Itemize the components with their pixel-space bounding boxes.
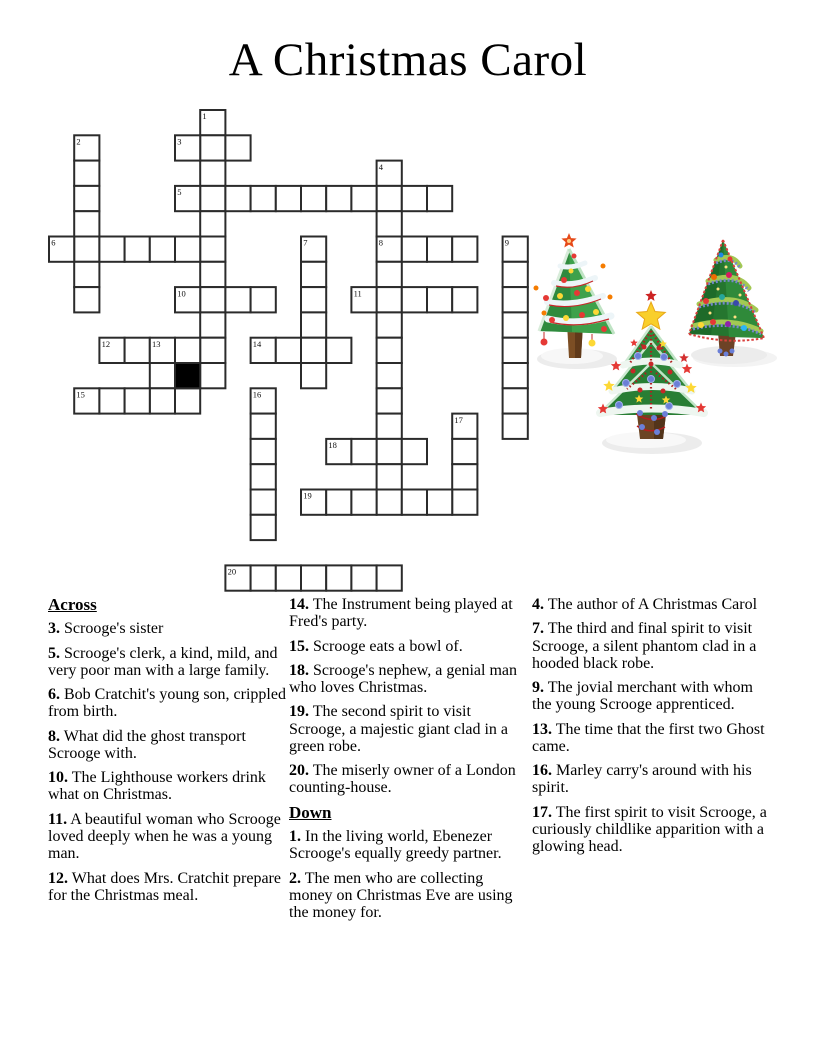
clue-number: 1. bbox=[289, 828, 301, 846]
grid-cell-r16c8[interactable] bbox=[251, 515, 276, 540]
grid-cell-r4c1[interactable] bbox=[74, 211, 99, 236]
clue-18-across: 18. Scrooge's nephew, a genial man who loves Christmas. bbox=[289, 661, 517, 697]
grid-cell-r9c18[interactable] bbox=[503, 338, 528, 363]
grid-cell-r15c11[interactable] bbox=[326, 490, 351, 515]
page-title: A Christmas Carol bbox=[228, 34, 588, 86]
clue-number: 20. bbox=[289, 762, 309, 780]
grid-cell-r6c13[interactable] bbox=[377, 262, 402, 287]
clue-number: 8. bbox=[48, 727, 60, 745]
grid-cell-r15c15[interactable] bbox=[427, 490, 452, 515]
grid-cell-r5c2[interactable] bbox=[99, 237, 124, 262]
clue-9-down: 9. The jovial merchant with whom the young Scrooge apprenticed. bbox=[532, 679, 753, 714]
cell-number-7: 7 bbox=[303, 237, 308, 248]
grid-cell-r9c5[interactable] bbox=[175, 338, 200, 363]
grid-cell-r7c16[interactable] bbox=[452, 287, 477, 312]
clue-10-across: 10. The Lighthouse workers drink what on Christmas. bbox=[48, 769, 266, 804]
grid-cell-r8c18[interactable] bbox=[503, 312, 528, 337]
clue-16-down: 16. Marley carry's around with his spirit. bbox=[532, 762, 752, 797]
grid-cell-r5c5[interactable] bbox=[175, 237, 200, 262]
clue-number: 9. bbox=[532, 679, 544, 697]
grid-cell-r12c13[interactable] bbox=[377, 414, 402, 439]
grid-cell-r11c4[interactable] bbox=[150, 388, 175, 413]
down-header: Down bbox=[289, 802, 332, 822]
clue-1-down: 1. In the living world, Ebenezer Scrooge's equally greedy partner. bbox=[289, 828, 502, 863]
cell-number-13: 13 bbox=[152, 338, 161, 349]
clue-13-down: 13. The time that the first two Ghost came. bbox=[532, 720, 765, 755]
grid-cell-r7c7[interactable] bbox=[225, 287, 250, 312]
clue-7-down: 7. The third and final spirit to visit Scrooge, a silent phantom clad in a hooded black robe. bbox=[532, 620, 757, 672]
cell-number-17: 17 bbox=[454, 414, 463, 425]
tree-center-small-star-icon bbox=[645, 290, 656, 301]
grid-cell-r10c10[interactable] bbox=[301, 363, 326, 388]
grid-cell-r3c10[interactable] bbox=[301, 186, 326, 211]
grid-cell-r9c3[interactable] bbox=[125, 338, 150, 363]
clue-number: 15. bbox=[289, 637, 309, 655]
grid-cell-r2c1[interactable] bbox=[74, 161, 99, 186]
grid-cell-r11c5[interactable] bbox=[175, 388, 200, 413]
grid-cell-r4c13[interactable] bbox=[377, 211, 402, 236]
grid-cell-r18c8[interactable] bbox=[251, 565, 276, 590]
grid-cell-r10c18[interactable] bbox=[503, 363, 528, 388]
grid-cell-r5c4[interactable] bbox=[150, 237, 175, 262]
cell-number-11: 11 bbox=[353, 288, 362, 299]
black-cell bbox=[175, 363, 200, 388]
grid-cell-r8c6[interactable] bbox=[200, 312, 225, 337]
clue-11-across: 11. A beautiful woman who Scrooge loved deeply when he was a young man. bbox=[48, 810, 281, 863]
christmas-trees-illustration bbox=[530, 225, 780, 465]
grid-cell-r15c12[interactable] bbox=[351, 490, 376, 515]
grid-cell-r5c14[interactable] bbox=[402, 237, 427, 262]
grid-cell-r18c12[interactable] bbox=[351, 565, 376, 590]
grid-cell-r3c12[interactable] bbox=[351, 186, 376, 211]
clue-20-across: 20. The miserly owner of a London counting-house. bbox=[289, 762, 516, 797]
grid-cell-r15c13[interactable] bbox=[377, 490, 402, 515]
grid-cell-r6c1[interactable] bbox=[74, 262, 99, 287]
cell-number-16: 16 bbox=[252, 389, 262, 400]
cell-number-15: 15 bbox=[76, 389, 85, 400]
grid-cell-r7c1[interactable] bbox=[74, 287, 99, 312]
christmas-tree-left bbox=[534, 233, 618, 369]
clue-number: 11. bbox=[48, 810, 68, 828]
cell-number-20: 20 bbox=[227, 566, 237, 577]
grid-cell-r7c15[interactable] bbox=[427, 287, 452, 312]
clue-15-across: 15. Scrooge eats a bowl of. bbox=[289, 637, 463, 655]
grid-cell-r6c10[interactable] bbox=[301, 262, 326, 287]
grid-cell-r2c6[interactable] bbox=[200, 161, 225, 186]
clue-number: 4. bbox=[532, 596, 544, 613]
grid-cell-r3c11[interactable] bbox=[326, 186, 351, 211]
grid-cell-r7c10[interactable] bbox=[301, 287, 326, 312]
cell-number-18: 18 bbox=[328, 440, 337, 451]
clue-number: 18. bbox=[289, 661, 309, 679]
grid-cell-r6c18[interactable] bbox=[503, 262, 528, 287]
grid-cell-r13c8[interactable] bbox=[251, 439, 276, 464]
grid-cell-r3c15[interactable] bbox=[427, 186, 452, 211]
grid-cell-r3c1[interactable] bbox=[74, 186, 99, 211]
grid-cell-r11c2[interactable] bbox=[99, 388, 124, 413]
grid-cell-r3c14[interactable] bbox=[402, 186, 427, 211]
grid-cell-r3c9[interactable] bbox=[276, 186, 301, 211]
clue-number: 14. bbox=[289, 596, 309, 613]
grid-cell-r10c6[interactable] bbox=[200, 363, 225, 388]
clue-number: 10. bbox=[48, 769, 68, 787]
clue-4-down: 4. The author of A Christmas Carol bbox=[532, 596, 758, 613]
clue-2-down: 2. The men who are collecting money on Christmas Eve are using the money for. bbox=[289, 869, 513, 922]
grid-cell-r4c6[interactable] bbox=[200, 211, 225, 236]
clue-number: 16. bbox=[532, 762, 552, 780]
grid-cell-r3c13[interactable] bbox=[377, 186, 402, 211]
grid-cell-r18c11[interactable] bbox=[326, 565, 351, 590]
grid-cell-r5c6[interactable] bbox=[200, 237, 225, 262]
grid-cell-r13c13[interactable] bbox=[377, 439, 402, 464]
grid-cell-r1c7[interactable] bbox=[225, 135, 250, 160]
grid-cell-r12c8[interactable] bbox=[251, 414, 276, 439]
grid-cell-r11c18[interactable] bbox=[503, 388, 528, 413]
clue-12-across: 12. What does Mrs. Cratchit prepare for the Christmas meal. bbox=[48, 869, 281, 904]
grid-cell-r12c18[interactable] bbox=[503, 414, 528, 439]
grid-cell-r11c13[interactable] bbox=[377, 388, 402, 413]
cell-number-12: 12 bbox=[101, 338, 111, 349]
cell-number-10: 10 bbox=[177, 288, 186, 299]
cell-number-2: 2 bbox=[76, 136, 81, 147]
snow-star-icon bbox=[679, 353, 689, 362]
grid-cell-r11c3[interactable] bbox=[125, 388, 150, 413]
grid-cell-r5c16[interactable] bbox=[452, 237, 477, 262]
clue-6-across: 6. Bob Cratchit's young son, crippled from birth. bbox=[48, 686, 286, 721]
clue-number: 13. bbox=[532, 720, 552, 738]
grid-cell-r13c12[interactable] bbox=[351, 439, 376, 464]
grid-cell-r5c1[interactable] bbox=[74, 237, 99, 262]
clue-17-down: 17. The first spirit to visit Scrooge, a curiously childlike apparition with a glowing head. bbox=[532, 803, 767, 856]
tree-center-big-star-icon bbox=[637, 302, 666, 329]
clue-number: 17. bbox=[532, 803, 552, 821]
grid-cell-r5c3[interactable] bbox=[125, 237, 150, 262]
grid-cell-r7c6[interactable] bbox=[200, 287, 225, 312]
grid-cell-r7c14[interactable] bbox=[402, 287, 427, 312]
grid-cell-r13c16[interactable] bbox=[452, 439, 477, 464]
grid-cell-r15c14[interactable] bbox=[402, 490, 427, 515]
grid-cell-r3c6[interactable] bbox=[200, 186, 225, 211]
grid-cell-r10c4[interactable] bbox=[150, 363, 175, 388]
grid-cell-r13c14[interactable] bbox=[402, 439, 427, 464]
grid-cell-r8c13[interactable] bbox=[377, 312, 402, 337]
grid-cell-r3c7[interactable] bbox=[225, 186, 250, 211]
grid-cell-r14c13[interactable] bbox=[377, 464, 402, 489]
clue-8-across: 8. What did the ghost transport Scrooge with. bbox=[48, 727, 246, 762]
cell-number-6: 6 bbox=[51, 237, 56, 248]
cell-number-5: 5 bbox=[177, 187, 182, 198]
clue-column-0 bbox=[48, 596, 286, 911]
christmas-tree-right bbox=[679, 240, 777, 367]
across-header: Across bbox=[48, 595, 97, 614]
clue-3-across: 3. Scrooge's sister bbox=[48, 620, 164, 638]
grid-cell-r18c9[interactable] bbox=[276, 565, 301, 590]
grid-cell-r9c6[interactable] bbox=[200, 338, 225, 363]
clue-number: 6. bbox=[48, 686, 60, 704]
grid-cell-r9c9[interactable] bbox=[276, 338, 301, 363]
grid-cell-r18c13[interactable] bbox=[377, 565, 402, 590]
grid-cell-r14c16[interactable] bbox=[452, 464, 477, 489]
clue-number: 7. bbox=[532, 620, 544, 638]
clue-5-across: 5. Scrooge's clerk, a kind, mild, and very poor man with a large family. bbox=[48, 644, 278, 679]
grid-cell-r5c15[interactable] bbox=[427, 237, 452, 262]
cell-number-14: 14 bbox=[252, 338, 262, 349]
grid-cell-r8c10[interactable] bbox=[301, 312, 326, 337]
grid-cell-r1c6[interactable] bbox=[200, 135, 225, 160]
cell-number-3: 3 bbox=[177, 136, 182, 147]
cell-number-19: 19 bbox=[303, 490, 312, 501]
clue-column-1 bbox=[289, 596, 529, 928]
grid-cell-r7c13[interactable] bbox=[377, 287, 402, 312]
cell-number-9: 9 bbox=[504, 237, 510, 248]
cell-number-4: 4 bbox=[378, 161, 384, 172]
grid-cell-r14c8[interactable] bbox=[251, 464, 276, 489]
grid-cell-r7c18[interactable] bbox=[503, 287, 528, 312]
cell-number-8: 8 bbox=[378, 237, 384, 248]
grid-cell-r3c8[interactable] bbox=[251, 186, 276, 211]
grid-cell-r18c10[interactable] bbox=[301, 565, 326, 590]
grid-cell-r15c16[interactable] bbox=[452, 490, 477, 515]
clue-14-across: 14. The Instrument being played at Fred's party. bbox=[289, 596, 513, 631]
grid-cell-r6c6[interactable] bbox=[200, 262, 225, 287]
grid-cell-r9c13[interactable] bbox=[377, 338, 402, 363]
cell-number-1: 1 bbox=[202, 111, 207, 122]
clue-number: 12. bbox=[48, 869, 68, 887]
clue-number: 5. bbox=[48, 644, 60, 662]
clue-19-across: 19. The second spirit to visit Scrooge, a majestic giant clad in a green robe. bbox=[289, 703, 509, 755]
clue-number: 3. bbox=[48, 620, 60, 638]
clue-number: 19. bbox=[289, 703, 309, 721]
grid-cell-r9c11[interactable] bbox=[326, 338, 351, 363]
clue-number: 2. bbox=[289, 869, 301, 887]
grid-cell-r15c8[interactable] bbox=[251, 490, 276, 515]
grid-cell-r7c8[interactable] bbox=[251, 287, 276, 312]
clue-column-2 bbox=[532, 596, 775, 862]
grid-cell-r9c10[interactable] bbox=[301, 338, 326, 363]
grid-cell-r10c13[interactable] bbox=[377, 363, 402, 388]
